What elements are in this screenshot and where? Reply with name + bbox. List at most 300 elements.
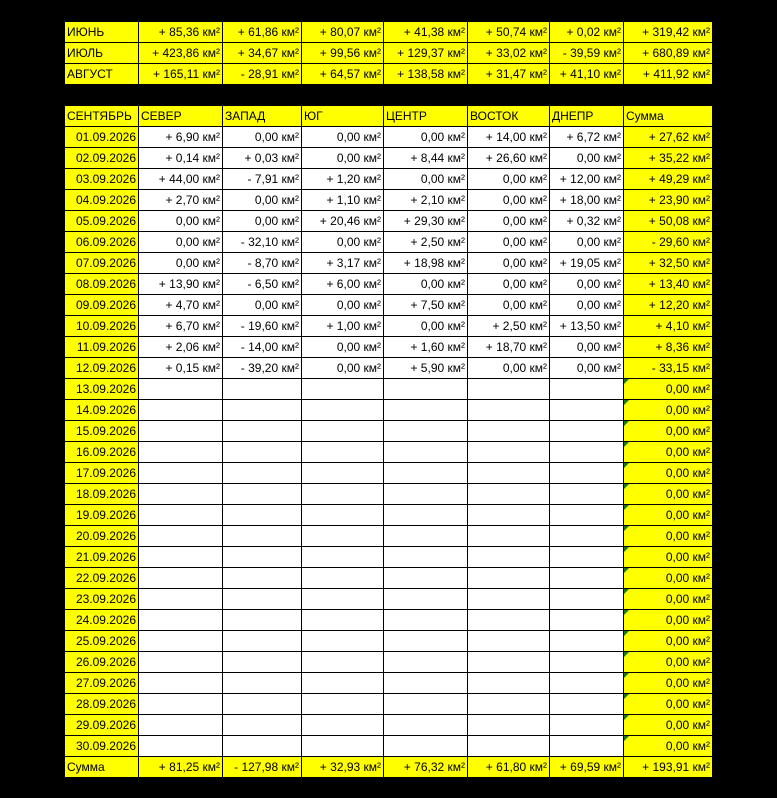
- value-cell[interactable]: 0,00 км²: [468, 253, 550, 274]
- value-cell[interactable]: [223, 610, 302, 631]
- value-cell[interactable]: [384, 484, 468, 505]
- row-sum-cell[interactable]: + 32,50 км²: [624, 253, 713, 274]
- date-cell[interactable]: 02.09.2026: [65, 148, 139, 169]
- value-cell[interactable]: [550, 484, 624, 505]
- month-value-cell[interactable]: - 39,59 км²: [550, 43, 624, 64]
- value-cell[interactable]: [139, 421, 223, 442]
- value-cell[interactable]: 0,00 км²: [468, 295, 550, 316]
- total-value-cell[interactable]: + 61,80 км²: [468, 757, 550, 778]
- value-cell[interactable]: + 26,60 км²: [468, 148, 550, 169]
- value-cell[interactable]: 0,00 км²: [139, 253, 223, 274]
- value-cell[interactable]: + 29,30 км²: [384, 211, 468, 232]
- value-cell[interactable]: [302, 694, 384, 715]
- value-cell[interactable]: [384, 568, 468, 589]
- row-sum-cell[interactable]: 0,00 км²: [624, 421, 713, 442]
- month-value-cell[interactable]: + 41,10 км²: [550, 64, 624, 85]
- month-value-cell[interactable]: + 99,56 км²: [302, 43, 384, 64]
- value-cell[interactable]: 0,00 км²: [223, 190, 302, 211]
- value-cell[interactable]: - 6,50 км²: [223, 274, 302, 295]
- row-sum-cell[interactable]: 0,00 км²: [624, 379, 713, 400]
- value-cell[interactable]: [384, 442, 468, 463]
- row-sum-cell[interactable]: + 4,10 км²: [624, 316, 713, 337]
- row-sum-cell[interactable]: 0,00 км²: [624, 547, 713, 568]
- month-value-cell[interactable]: + 50,74 км²: [468, 22, 550, 43]
- value-cell[interactable]: [468, 547, 550, 568]
- value-cell[interactable]: - 7,91 км²: [223, 169, 302, 190]
- date-cell[interactable]: 23.09.2026: [65, 589, 139, 610]
- date-cell[interactable]: 29.09.2026: [65, 715, 139, 736]
- date-cell[interactable]: 20.09.2026: [65, 526, 139, 547]
- value-cell[interactable]: [468, 505, 550, 526]
- value-cell[interactable]: + 1,00 км²: [302, 316, 384, 337]
- value-cell[interactable]: [550, 568, 624, 589]
- value-cell[interactable]: + 0,03 км²: [223, 148, 302, 169]
- value-cell[interactable]: 0,00 км²: [550, 232, 624, 253]
- value-cell[interactable]: [139, 463, 223, 484]
- value-cell[interactable]: [550, 610, 624, 631]
- value-cell[interactable]: [468, 463, 550, 484]
- value-cell[interactable]: [223, 400, 302, 421]
- value-cell[interactable]: [550, 715, 624, 736]
- value-cell[interactable]: [550, 442, 624, 463]
- value-cell[interactable]: [223, 484, 302, 505]
- value-cell[interactable]: [384, 610, 468, 631]
- table-row: [65, 694, 713, 715]
- value-cell[interactable]: [223, 463, 302, 484]
- value-cell[interactable]: [468, 442, 550, 463]
- month-value-cell[interactable]: + 165,11 км²: [139, 64, 223, 85]
- value-cell[interactable]: [550, 400, 624, 421]
- month-value-cell[interactable]: + 34,67 км²: [223, 43, 302, 64]
- value-cell[interactable]: + 1,60 км²: [384, 337, 468, 358]
- date-cell[interactable]: 06.09.2026: [65, 232, 139, 253]
- value-cell[interactable]: + 8,44 км²: [384, 148, 468, 169]
- value-cell[interactable]: [139, 694, 223, 715]
- value-cell[interactable]: [384, 400, 468, 421]
- value-cell[interactable]: 0,00 км²: [550, 358, 624, 379]
- date-cell[interactable]: 18.09.2026: [65, 484, 139, 505]
- value-cell[interactable]: + 6,00 км²: [302, 274, 384, 295]
- value-cell[interactable]: 0,00 км²: [550, 337, 624, 358]
- value-cell[interactable]: [302, 715, 384, 736]
- value-cell[interactable]: [550, 505, 624, 526]
- date-cell[interactable]: 22.09.2026: [65, 568, 139, 589]
- value-cell[interactable]: [302, 400, 384, 421]
- column-header[interactable]: ДНЕПР: [550, 106, 624, 127]
- value-cell[interactable]: [302, 463, 384, 484]
- month-value-cell[interactable]: + 423,86 км²: [139, 43, 223, 64]
- value-cell[interactable]: 0,00 км²: [302, 358, 384, 379]
- value-cell[interactable]: [139, 715, 223, 736]
- value-cell[interactable]: [302, 652, 384, 673]
- month-value-cell[interactable]: + 61,86 км²: [223, 22, 302, 43]
- value-cell[interactable]: [550, 673, 624, 694]
- value-cell[interactable]: [302, 379, 384, 400]
- value-cell[interactable]: 0,00 км²: [468, 169, 550, 190]
- month-row: [65, 64, 713, 85]
- month-name-cell[interactable]: АВГУСТ: [65, 64, 139, 85]
- total-label-cell[interactable]: Сумма: [65, 757, 139, 778]
- value-cell[interactable]: [302, 421, 384, 442]
- row-sum-cell[interactable]: + 35,22 км²: [624, 148, 713, 169]
- table-row: [65, 358, 713, 379]
- value-cell[interactable]: [302, 589, 384, 610]
- value-cell[interactable]: [550, 526, 624, 547]
- value-cell[interactable]: [139, 589, 223, 610]
- value-cell[interactable]: [468, 736, 550, 757]
- value-cell[interactable]: [384, 505, 468, 526]
- total-value-cell[interactable]: + 76,32 км²: [384, 757, 468, 778]
- row-sum-cell[interactable]: 0,00 км²: [624, 526, 713, 547]
- value-cell[interactable]: [468, 652, 550, 673]
- value-cell[interactable]: 0,00 км²: [384, 274, 468, 295]
- month-value-cell[interactable]: + 80,07 км²: [302, 22, 384, 43]
- row-sum-cell[interactable]: + 12,20 км²: [624, 295, 713, 316]
- value-cell[interactable]: [384, 379, 468, 400]
- value-cell[interactable]: [139, 568, 223, 589]
- date-cell[interactable]: 21.09.2026: [65, 547, 139, 568]
- value-cell[interactable]: [139, 484, 223, 505]
- date-cell[interactable]: 09.09.2026: [65, 295, 139, 316]
- value-cell[interactable]: + 20,46 км²: [302, 211, 384, 232]
- month-value-cell[interactable]: + 33,02 км²: [468, 43, 550, 64]
- value-cell[interactable]: 0,00 км²: [384, 127, 468, 148]
- row-sum-cell[interactable]: 0,00 км²: [624, 589, 713, 610]
- date-cell[interactable]: 10.09.2026: [65, 316, 139, 337]
- value-cell[interactable]: [384, 526, 468, 547]
- value-cell[interactable]: [223, 421, 302, 442]
- value-cell[interactable]: + 5,90 км²: [384, 358, 468, 379]
- month-value-cell[interactable]: + 64,57 км²: [302, 64, 384, 85]
- row-sum-cell[interactable]: - 29,60 км²: [624, 232, 713, 253]
- value-cell[interactable]: [139, 526, 223, 547]
- value-cell[interactable]: + 44,00 км²: [139, 169, 223, 190]
- month-sum-cell[interactable]: + 319,42 км²: [624, 22, 713, 43]
- value-cell[interactable]: 0,00 км²: [302, 127, 384, 148]
- column-header[interactable]: СЕВЕР: [139, 106, 223, 127]
- value-cell[interactable]: 0,00 км²: [468, 211, 550, 232]
- value-cell[interactable]: [550, 421, 624, 442]
- value-cell[interactable]: 0,00 км²: [302, 337, 384, 358]
- value-cell[interactable]: [384, 736, 468, 757]
- month-value-cell[interactable]: + 31,47 км²: [468, 64, 550, 85]
- date-cell[interactable]: 01.09.2026: [65, 127, 139, 148]
- month-row: [65, 43, 713, 64]
- value-cell[interactable]: [468, 484, 550, 505]
- row-sum-cell[interactable]: 0,00 км²: [624, 673, 713, 694]
- value-cell[interactable]: [139, 652, 223, 673]
- value-cell[interactable]: 0,00 км²: [468, 232, 550, 253]
- value-cell[interactable]: [384, 631, 468, 652]
- column-header[interactable]: Сумма: [624, 106, 713, 127]
- table-row: [65, 232, 713, 253]
- row-sum-cell[interactable]: 0,00 км²: [624, 694, 713, 715]
- value-cell[interactable]: [302, 547, 384, 568]
- value-cell[interactable]: 0,00 км²: [302, 295, 384, 316]
- row-sum-cell[interactable]: + 50,08 км²: [624, 211, 713, 232]
- value-cell[interactable]: + 4,70 км²: [139, 295, 223, 316]
- value-cell[interactable]: + 19,05 км²: [550, 253, 624, 274]
- value-cell[interactable]: 0,00 км²: [550, 295, 624, 316]
- value-cell[interactable]: 0,00 км²: [550, 274, 624, 295]
- value-cell[interactable]: [550, 652, 624, 673]
- value-cell[interactable]: + 2,70 км²: [139, 190, 223, 211]
- value-cell[interactable]: + 12,00 км²: [550, 169, 624, 190]
- value-cell[interactable]: [468, 694, 550, 715]
- value-cell[interactable]: + 6,72 км²: [550, 127, 624, 148]
- value-cell[interactable]: [223, 442, 302, 463]
- value-cell[interactable]: + 14,00 км²: [468, 127, 550, 148]
- column-header[interactable]: ЦЕНТР: [384, 106, 468, 127]
- table-row: [65, 127, 713, 148]
- value-cell[interactable]: 0,00 км²: [550, 148, 624, 169]
- value-cell[interactable]: - 19,60 км²: [223, 316, 302, 337]
- value-cell[interactable]: 0,00 км²: [223, 127, 302, 148]
- value-cell[interactable]: [468, 589, 550, 610]
- row-sum-cell[interactable]: + 23,90 км²: [624, 190, 713, 211]
- value-cell[interactable]: + 6,70 км²: [139, 316, 223, 337]
- value-cell[interactable]: 0,00 км²: [468, 274, 550, 295]
- value-cell[interactable]: + 7,50 км²: [384, 295, 468, 316]
- date-cell[interactable]: 27.09.2026: [65, 673, 139, 694]
- date-cell[interactable]: 04.09.2026: [65, 190, 139, 211]
- date-cell[interactable]: 19.09.2026: [65, 505, 139, 526]
- value-cell[interactable]: - 8,70 км²: [223, 253, 302, 274]
- table-row: [65, 589, 713, 610]
- value-cell[interactable]: [139, 400, 223, 421]
- value-cell[interactable]: - 14,00 км²: [223, 337, 302, 358]
- row-sum-cell[interactable]: 0,00 км²: [624, 610, 713, 631]
- column-header[interactable]: ВОСТОК: [468, 106, 550, 127]
- date-cell[interactable]: 15.09.2026: [65, 421, 139, 442]
- value-cell[interactable]: [550, 547, 624, 568]
- value-cell[interactable]: [302, 484, 384, 505]
- date-cell[interactable]: 25.09.2026: [65, 631, 139, 652]
- value-cell[interactable]: [384, 547, 468, 568]
- value-cell[interactable]: [384, 589, 468, 610]
- value-cell[interactable]: [384, 715, 468, 736]
- value-cell[interactable]: 0,00 км²: [139, 211, 223, 232]
- row-sum-cell[interactable]: 0,00 км²: [624, 442, 713, 463]
- value-cell[interactable]: + 2,06 км²: [139, 337, 223, 358]
- value-cell[interactable]: - 39,20 км²: [223, 358, 302, 379]
- column-header[interactable]: ЗАПАД: [223, 106, 302, 127]
- month-name-cell[interactable]: ИЮНЬ: [65, 22, 139, 43]
- value-cell[interactable]: 0,00 км²: [139, 232, 223, 253]
- value-cell[interactable]: [550, 589, 624, 610]
- value-cell[interactable]: + 13,50 км²: [550, 316, 624, 337]
- value-cell[interactable]: [468, 631, 550, 652]
- value-cell[interactable]: 0,00 км²: [302, 148, 384, 169]
- date-cell[interactable]: 12.09.2026: [65, 358, 139, 379]
- value-cell[interactable]: [468, 568, 550, 589]
- date-cell[interactable]: 30.09.2026: [65, 736, 139, 757]
- month-value-cell[interactable]: + 85,36 км²: [139, 22, 223, 43]
- value-cell[interactable]: [139, 505, 223, 526]
- value-cell[interactable]: [384, 673, 468, 694]
- value-cell[interactable]: [550, 631, 624, 652]
- date-cell[interactable]: 14.09.2026: [65, 400, 139, 421]
- value-cell[interactable]: + 0,32 км²: [550, 211, 624, 232]
- grand-total-cell[interactable]: + 193,91 км²: [624, 757, 713, 778]
- value-cell[interactable]: 0,00 км²: [302, 232, 384, 253]
- value-cell[interactable]: 0,00 км²: [384, 169, 468, 190]
- value-cell[interactable]: + 3,17 км²: [302, 253, 384, 274]
- row-sum-cell[interactable]: + 49,29 км²: [624, 169, 713, 190]
- value-cell[interactable]: 0,00 км²: [223, 211, 302, 232]
- value-cell[interactable]: [468, 526, 550, 547]
- date-cell[interactable]: 26.09.2026: [65, 652, 139, 673]
- month-name-cell[interactable]: ИЮЛЬ: [65, 43, 139, 64]
- value-cell[interactable]: 0,00 км²: [223, 295, 302, 316]
- september-table: [64, 105, 713, 778]
- month-sum-cell[interactable]: + 680,89 км²: [624, 43, 713, 64]
- column-header[interactable]: ЮГ: [302, 106, 384, 127]
- value-cell[interactable]: [468, 715, 550, 736]
- table-row: [65, 379, 713, 400]
- table-row: [65, 190, 713, 211]
- value-cell[interactable]: + 1,20 км²: [302, 169, 384, 190]
- value-cell[interactable]: [550, 463, 624, 484]
- value-cell[interactable]: [384, 463, 468, 484]
- value-cell[interactable]: [302, 568, 384, 589]
- table-row: [65, 463, 713, 484]
- value-cell[interactable]: [139, 610, 223, 631]
- row-sum-cell[interactable]: 0,00 км²: [624, 505, 713, 526]
- value-cell[interactable]: [302, 631, 384, 652]
- row-sum-cell[interactable]: + 27,62 км²: [624, 127, 713, 148]
- date-cell[interactable]: 08.09.2026: [65, 274, 139, 295]
- value-cell[interactable]: [384, 694, 468, 715]
- table-row: [65, 337, 713, 358]
- value-cell[interactable]: + 0,15 км²: [139, 358, 223, 379]
- table-row: [65, 442, 713, 463]
- value-cell[interactable]: - 32,10 км²: [223, 232, 302, 253]
- value-cell[interactable]: [139, 736, 223, 757]
- row-sum-cell[interactable]: 0,00 км²: [624, 631, 713, 652]
- value-cell[interactable]: [223, 736, 302, 757]
- value-cell[interactable]: [223, 589, 302, 610]
- value-cell[interactable]: [302, 442, 384, 463]
- table-row: [65, 295, 713, 316]
- value-cell[interactable]: [223, 715, 302, 736]
- value-cell[interactable]: [468, 421, 550, 442]
- row-sum-cell[interactable]: 0,00 км²: [624, 400, 713, 421]
- total-value-cell[interactable]: + 81,25 км²: [139, 757, 223, 778]
- value-cell[interactable]: + 2,10 км²: [384, 190, 468, 211]
- value-cell[interactable]: [139, 379, 223, 400]
- value-cell[interactable]: [223, 505, 302, 526]
- column-header[interactable]: СЕНТЯБРЬ: [65, 106, 139, 127]
- table-row: [65, 274, 713, 295]
- row-sum-cell[interactable]: 0,00 км²: [624, 463, 713, 484]
- value-cell[interactable]: [468, 379, 550, 400]
- value-cell[interactable]: [302, 673, 384, 694]
- value-cell[interactable]: [302, 505, 384, 526]
- row-sum-cell[interactable]: 0,00 км²: [624, 568, 713, 589]
- value-cell[interactable]: [223, 547, 302, 568]
- value-cell[interactable]: [302, 526, 384, 547]
- row-sum-cell[interactable]: + 8,36 км²: [624, 337, 713, 358]
- row-sum-cell[interactable]: 0,00 км²: [624, 736, 713, 757]
- value-cell[interactable]: [139, 442, 223, 463]
- value-cell[interactable]: + 18,00 км²: [550, 190, 624, 211]
- value-cell[interactable]: 0,00 км²: [384, 316, 468, 337]
- value-cell[interactable]: [302, 736, 384, 757]
- value-cell[interactable]: [139, 547, 223, 568]
- value-cell[interactable]: [384, 652, 468, 673]
- table-row: [65, 568, 713, 589]
- month-value-cell[interactable]: + 41,38 км²: [384, 22, 468, 43]
- value-cell[interactable]: [223, 694, 302, 715]
- date-cell[interactable]: 17.09.2026: [65, 463, 139, 484]
- monthly-summary-table: [64, 21, 713, 85]
- value-cell[interactable]: [139, 673, 223, 694]
- value-cell[interactable]: [223, 568, 302, 589]
- value-cell[interactable]: + 13,90 км²: [139, 274, 223, 295]
- value-cell[interactable]: [223, 673, 302, 694]
- date-cell[interactable]: 13.09.2026: [65, 379, 139, 400]
- date-cell[interactable]: 28.09.2026: [65, 694, 139, 715]
- value-cell[interactable]: + 2,50 км²: [468, 316, 550, 337]
- row-sum-cell[interactable]: 0,00 км²: [624, 652, 713, 673]
- value-cell[interactable]: [223, 379, 302, 400]
- value-cell[interactable]: + 18,70 км²: [468, 337, 550, 358]
- date-cell[interactable]: 16.09.2026: [65, 442, 139, 463]
- value-cell[interactable]: 0,00 км²: [468, 190, 550, 211]
- value-cell[interactable]: [223, 526, 302, 547]
- month-value-cell[interactable]: + 129,37 км²: [384, 43, 468, 64]
- table-row: [65, 736, 713, 757]
- value-cell[interactable]: + 2,50 км²: [384, 232, 468, 253]
- value-cell[interactable]: + 6,90 км²: [139, 127, 223, 148]
- date-cell[interactable]: 11.09.2026: [65, 337, 139, 358]
- value-cell[interactable]: [302, 610, 384, 631]
- month-sum-cell[interactable]: + 411,92 км²: [624, 64, 713, 85]
- row-sum-cell[interactable]: 0,00 км²: [624, 715, 713, 736]
- row-sum-cell[interactable]: + 13,40 км²: [624, 274, 713, 295]
- month-value-cell[interactable]: + 138,58 км²: [384, 64, 468, 85]
- value-cell[interactable]: + 0,14 км²: [139, 148, 223, 169]
- value-cell[interactable]: + 18,98 км²: [384, 253, 468, 274]
- row-sum-cell[interactable]: - 33,15 км²: [624, 358, 713, 379]
- date-cell[interactable]: 03.09.2026: [65, 169, 139, 190]
- value-cell[interactable]: [139, 631, 223, 652]
- date-cell[interactable]: 07.09.2026: [65, 253, 139, 274]
- value-cell[interactable]: [223, 652, 302, 673]
- total-value-cell[interactable]: + 69,59 км²: [550, 757, 624, 778]
- value-cell[interactable]: [384, 421, 468, 442]
- month-value-cell[interactable]: + 0,02 км²: [550, 22, 624, 43]
- value-cell[interactable]: [468, 400, 550, 421]
- total-value-cell[interactable]: + 32,93 км²: [302, 757, 384, 778]
- value-cell[interactable]: [468, 610, 550, 631]
- value-cell[interactable]: [550, 736, 624, 757]
- value-cell[interactable]: + 1,10 км²: [302, 190, 384, 211]
- total-value-cell[interactable]: - 127,98 км²: [223, 757, 302, 778]
- value-cell[interactable]: [550, 694, 624, 715]
- month-value-cell[interactable]: - 28,91 км²: [223, 64, 302, 85]
- value-cell[interactable]: 0,00 км²: [468, 358, 550, 379]
- table-row: [65, 211, 713, 232]
- row-sum-cell[interactable]: 0,00 км²: [624, 484, 713, 505]
- value-cell[interactable]: [550, 379, 624, 400]
- value-cell[interactable]: [468, 673, 550, 694]
- value-cell[interactable]: [223, 631, 302, 652]
- date-cell[interactable]: 05.09.2026: [65, 211, 139, 232]
- date-cell[interactable]: 24.09.2026: [65, 610, 139, 631]
- table-row: [65, 169, 713, 190]
